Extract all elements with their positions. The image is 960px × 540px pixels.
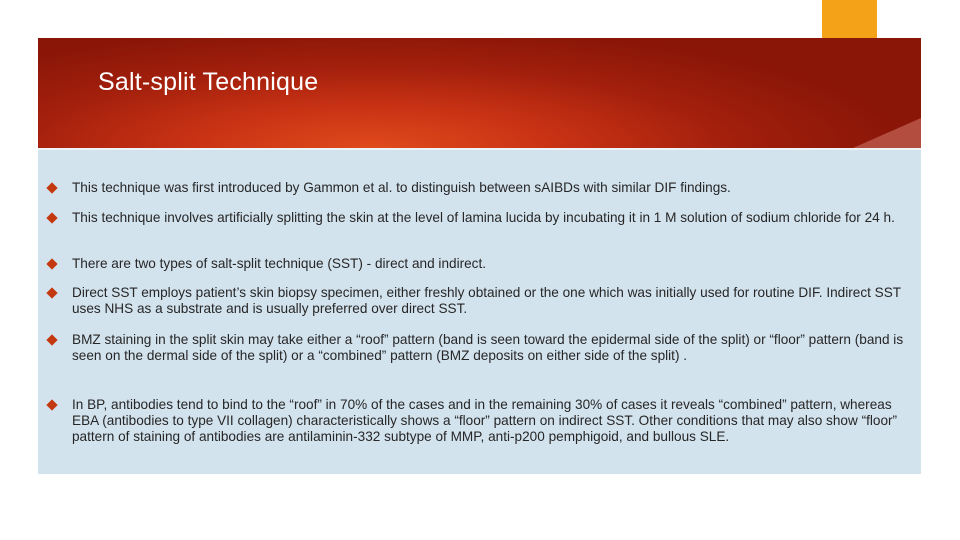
diamond-bullet-icon [46, 334, 57, 345]
diamond-bullet-icon [46, 182, 57, 193]
bullet-text: There are two types of salt-split technique (SST) - direct and indirect. [72, 256, 487, 271]
bullet-text: In BP, antibodies tend to bind to the “roof” in 70% of the cases and in the remaining 30% of cases it reveals “combined” pattern, whereas EBA (antibodies to type VII collagen) characteristically shows a “floor” pattern on indirect SST. Other conditions that may also show “floor” pattern of staining of antibodies are antilaminin-332 subtype of MMP, anti-p200 pemphigoid, and bullous SLE. [72, 397, 898, 444]
content-panel [38, 148, 921, 474]
slide-title: Salt-split Technique [98, 68, 319, 96]
bullet-text: BMZ staining in the split skin may take either a “roof” pattern (band is seen toward the epidermal side of the split) or “floor” pattern (band is seen on the dermal side of the split) or a “combined” pattern (BMZ deposits on either side of the split) . [72, 332, 904, 363]
banner-corner-decoration [853, 118, 921, 148]
bullet-text: This technique was first introduced by Gammon et al. to distinguish between sAIBDs with similar DIF findings. [72, 180, 731, 195]
diamond-bullet-icon [46, 399, 57, 410]
bullet-text: This technique involves artificially splitting the skin at the level of lamina lucida by incubating it in 1 M solution of sodium chloride for 24 h. [72, 210, 895, 225]
bullet-text: Direct SST employs patient’s skin biopsy specimen, either freshly obtained or the one which was initially used for routine DIF. Indirect SST uses NHS as a substrate and is usually preferred over direct SST. [72, 285, 901, 316]
diamond-bullet-icon [46, 212, 57, 223]
title-banner [38, 38, 921, 148]
diamond-bullet-icon [46, 258, 57, 269]
diamond-bullet-icon [46, 287, 57, 298]
divider [38, 148, 921, 150]
